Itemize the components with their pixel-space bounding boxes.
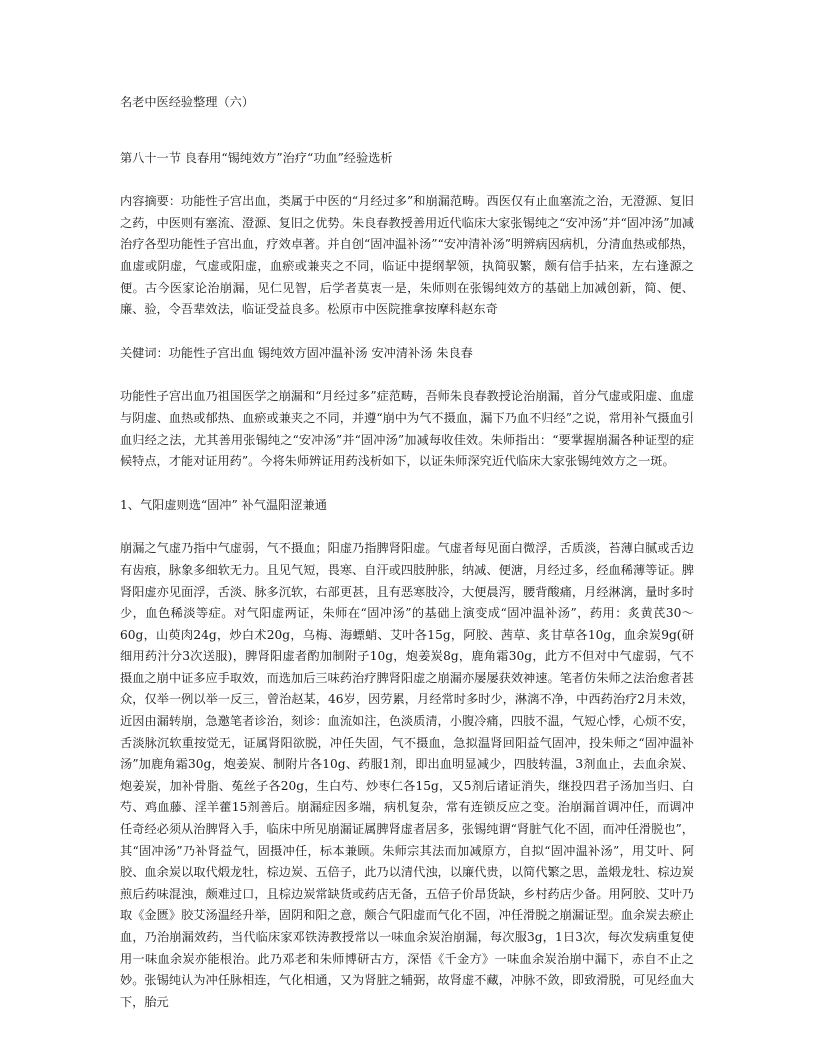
- abstract-paragraph: 内容摘要：功能性子宫出血，类属于中医的“月经过多”和崩漏范畴。西医仅有止血塞流之治，无澄源、复旧之药，中医则有塞流、澄源、复旧之优势。朱良春教授善用近代临床大家张锡纯之“安冲汤”并“固冲汤”加减治疗各型功能性子宫出血，疗效卓著。并自创“固冲温补汤”“安冲清补汤”明辨病因病机，分清血热或郁热，血虚或阴虚，气虚或阳虚，血瘀或兼夹之不同，临证中提纲挈领，执简驭繁，颇有信手拈来，左右逢源之便。古今医家论治崩漏，见仁见智，后学者莫衷一是，朱师则在张锡纯效方的基础上加减创新，简、便、廉、验，令吾辈效法，临证受益良多。松原市中医院推拿按摩科赵东奇: [120, 194, 694, 317]
- keywords-line: 关健词：功能性子宫出血 锡纯效方固冲温补汤 安冲清补汤 朱良春: [120, 345, 473, 360]
- body-paragraph: 崩漏之气虚乃指中气虚弱，气不摄血；阳虚乃指脾肾阳虚。气虚者每见面白微浮，舌质淡，苔薄白腻或舌边有齿痕，脉象多细软无力。且见气短，畏寒、自汗或四肢肿胀，纳减、便溏，月经过多，经血稀薄等证。脾肾阳虚亦见面浮，舌淡、脉多沉软，右部更甚，且有恶寒肢冷，大便晨泻，腰背酸痛，月经淋漓，量时多时少，血色稀淡等症。对气阳虚两证，朱师在“固冲汤”的基础上演变成“固冲温补汤”，药用：炙黄芪30～60g，山萸肉24g，炒白术20g，乌梅、海螵蛸、艾叶各15g，阿胶、茜草、炙甘草各10g，血余炭9g(研细用药汁分3次送服)，脾肾阳虚者酌加制附子10g，炮姜炭8g，鹿角霜30g，此方不但对中气虚弱，气不摄血之崩中证多应手取效，而选加后三味药治疗脾肾阳虚之崩漏亦屡屡获效神速。笔者仿朱师之法治愈者甚众，仅举一例以举一反三，曾治赵某，46岁，因劳累，月经常时多时少，淋漓不净，中西药治疗2月未效，近因由漏转崩，急邀笔者诊治，刻诊：血流如注，色淡质清，小腹冷痛，四肢不温，气短心悸，心烦不安，舌淡脉沉软重按觉无，证属肾阳欲脱，冲任失固，气不摄血，急拟温肾回阳益气固冲，投朱师之“固冲温补汤”加鹿角霜30g，炮姜炭、制附片各10g、药服1剂，即出血明显减少，四肢转温，3剂血止，去血余炭、炮姜炭，加补骨脂、菟丝子各20g，生白芍、炒枣仁各15g，又5剂后诸证消失，继投四君子汤加当归、白芍、鸡血藤、淫羊藿15剂善后。崩漏症因多端，病机复杂，常有连锁反应之变。治崩漏首调冲任，而调冲任奇经必须从治脾肾入手，临床中所见崩漏证属脾肾虚者居多，张锡纯谓“肾脏气化不固，而冲任滑脱也”，其“固冲汤”乃补肾益气，固摄冲任，标本兼顾。朱师宗其法而加减原方，自拟“固冲温补汤”，用艾叶、阿胶、血余炭以取代煅龙牡，棕边炭、五倍子，此乃以清代浊，以廉代贵，以简代繁之思，盖煅龙牡、棕边炭煎后药味混浊，颇难过口，且棕边炭常缺货或药店无备，五倍子价昂货缺，乡村药店少备。用阿胶、艾叶乃取《金匮》胶艾汤温经升举，固阴和阳之意，颇合气阳虚而气化不固，冲任滑脱之崩漏证型。血余炭去瘀止血，乃治崩漏效药，当代临床家邓铁涛教授常以一味血余炭治崩漏，每次服3g，1日3次，每次发病重复使用一味血余炭亦能根治。此乃邓老和朱师博研古方，深悟《千金方》一味血余炭治崩中漏下，赤自不止之妙。张锡纯认为冲任脉相连，气化相通，又为肾脏之辅弼，故肾虚不藏，冲脉不敛，即致滑脱，可见经血大下，胎元: [120, 541, 694, 1009]
- subsection-heading: 1、气阳虚则选“固冲” 补气温阳涩兼通: [120, 497, 327, 512]
- document-page: [120, 92, 694, 1013]
- section-title: 第八十一节 良春用“锡纯效方”治疗“功血”经验选析: [120, 150, 393, 165]
- intro-paragraph: 功能性子宫出血乃祖国医学之崩漏和“月经过多”症范畴，吾师朱良春教授论治崩漏，首分气虚或阳虚、血虚与阴虚、血热或郁热、血瘀或兼夹之不同，并遵“崩中为气不摄血，漏下乃血不归经”之说，常用补气摄血引血归经之法，尤其善用张锡纯之“安冲汤”并“固冲汤”加减每收佳效。朱师指出：“要掌握崩漏各种证型的症候特点，才能对证用药”。今将朱师辨证用药浅析如下，以证朱师深究近代临床大家张锡纯效方之一斑。: [120, 389, 694, 469]
- document-title: 名老中医经验整理（六）: [120, 95, 255, 109]
